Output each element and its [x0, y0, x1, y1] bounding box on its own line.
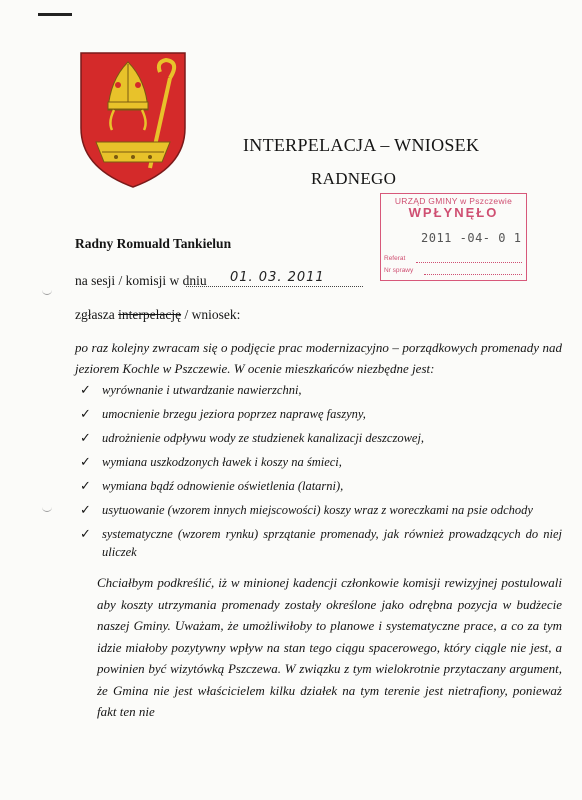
submission-type	[75, 307, 240, 323]
stamp-case-number-label: Nr sprawy	[384, 267, 414, 274]
checkmark-icon: ✓	[80, 502, 91, 517]
received-stamp	[380, 193, 527, 281]
submission-prefix: zgłasza	[75, 307, 119, 322]
checkmark-icon: ✓	[80, 478, 91, 493]
corner-mark	[38, 13, 72, 16]
checkmark-icon: ✓	[80, 526, 91, 541]
list-item: ✓ wymiana uszkodzonych ławek i koszy na śmieci,	[80, 454, 342, 469]
body-paragraph: Chciałbym podkreślić, iż w minionej kadencji członkowie komisji rewizyjnej postulowali aby koszty utrzymania promenady zostały określone jako odrębna pozycja w budżecie naszej Gminy. Uważam, że umożliwiłoby to planowe i systematyczne prace, a co za tym idzie miałoby pozytywny wpływ na stan tego ciągu spacerowego, który ciągle nie jest, a powinien być wizytówką Pszczewa. W związku z tym wielokrotnie przytaczany argument, że Gmina nie jest właścicielem kilku działek na tym terenie jest nietrafiony, ponieważ fakt ten nie	[97, 575, 562, 719]
stamp-received: WPŁYNĘŁO	[408, 205, 499, 220]
binder-hole-mark	[42, 505, 52, 512]
submission-suffix: / wniosek:	[181, 307, 241, 322]
stamp-date: 2011 -04- 0 1	[421, 231, 522, 245]
list-item: ✓ udrożnienie odpływu wody ze studzienek kanalizacji deszczowej,	[80, 430, 425, 445]
checkmark-icon: ✓	[80, 430, 91, 445]
session-label: na sesji / komisji w dniu	[75, 273, 207, 288]
stamp-case-number-line	[424, 274, 522, 275]
checkmark-icon: ✓	[80, 382, 91, 397]
document-title: INTERPELACJA – WNIOSEK	[243, 135, 480, 155]
coat-of-arms-icon	[78, 50, 188, 190]
list-item: ✓ wyrównanie i utwardzanie nawierzchni,	[80, 382, 302, 397]
list-item: ✓ systematyczne (wzorem rynku) sprzątanie promenady, jak również prowadzących do niej uliczek	[80, 526, 562, 559]
author-name: Radny Romuald Tankielun	[75, 236, 232, 251]
stamp-referat-line	[416, 262, 522, 263]
checkmark-icon: ✓	[80, 454, 91, 469]
session-date: 01. 03. 2011	[230, 270, 325, 285]
intro-paragraph: po raz kolejny zwracam się o podjęcie prac modernizacyjno – porządkowych promenady nad jeziorem Kochle w Pszczewie. W ocenie mieszkańców niezbędne jest:	[75, 340, 562, 376]
list-item: ✓ usytuowanie (wzorem innych miejscowości) koszy wraz z woreczkami na psie odchody	[80, 502, 533, 517]
session-date-line	[186, 286, 363, 287]
stamp-referat-label: Referat	[384, 255, 406, 262]
list-item: ✓ wymiana bądź odnowienie oświetlenia (latarni),	[80, 478, 344, 493]
stamp-office: URZĄD GMINY w Pszczewie	[394, 196, 513, 206]
document-subtitle: RADNEGO	[311, 169, 397, 188]
list-item: ✓ umocnienie brzegu jeziora poprzez naprawę faszyny,	[80, 406, 366, 421]
binder-hole-mark	[42, 288, 52, 295]
checkmark-icon: ✓	[80, 406, 91, 421]
submission-struck-option: interpelację	[118, 307, 182, 322]
request-list	[80, 381, 562, 567]
